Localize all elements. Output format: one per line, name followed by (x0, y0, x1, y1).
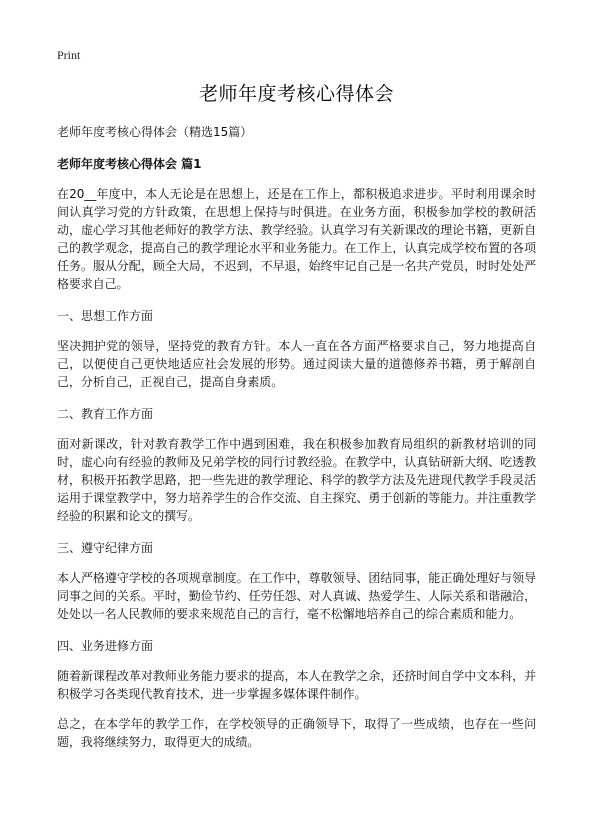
document-title: 老师年度考核心得体会 (198, 83, 394, 105)
intro-paragraph: 在20__年度中，本人无论是在思想上，还是在工作上，都积极追求进步。平时利用课余时间认真学习党的方针政策，在思想上保持与时俱进。在业务方面，积极参加学校的教研活动，虚心学习其他老师好的教学方法、教学经验。认真学习有关新课改的理论书籍，更新自己的教学观念，提高自己的教学理论水平和业务能力。在工作上，认真完成学校布置的各项任务。服从分配，顾全大局，不迟到，不早退，始终牢记自己是一名共产党员，时时处处严格要求自己。 (57, 187, 536, 291)
paragraph-discipline: 本人严格遵守学校的各项规章制度。在工作中，尊敬领导、团结同事，能正确处理好与领导同事之间的关系。平时，勤俭节约、任劳任怨、对人真诚、热爱学生、人际关系和谐融洽，处处以一名人民教师的要求来规范自己的言行，毫不松懈地培养自己的综合素质和能力。 (57, 571, 536, 621)
paragraph-education: 面对新课改，针对教育教学工作中遇到困难，我在积极参加教育局组织的新教材培训的同时，虚心向有经验的教师及兄弟学校的同行讨教经验。在教学中，认真钻研新大纲、吃透教材，积极开拓教学思路，把一些先进的教学理论、科学的教学方法及先进现代教学手段灵活运用于课堂教学中，努力培养学生的合作交流、自主探究、勇于创新的等能力。并注重教学经验的积累和论文的撰写。 (57, 437, 536, 523)
heading-discipline: 三、遵守纪律方面 (57, 541, 154, 555)
section-title: 老师年度考核心得体会 篇1 (57, 157, 202, 171)
paragraph-ideology: 坚决拥护党的领导，坚持党的教育方针。本人一直在各方面严格要求自己，努力地提高自己，以便使自己更快地适应社会发展的形势。通过阅读大量的道德修养书籍，勇于解剖自己，分析自己，正视自己，提高自身素质。 (57, 339, 536, 389)
heading-education: 二、教育工作方面 (57, 407, 154, 421)
document-subtitle: 老师年度考核心得体会（精选15篇） (57, 125, 253, 139)
heading-professional-study: 四、业务进修方面 (57, 639, 154, 653)
paragraph-professional-study: 随着新课程改革对教师业务能力要求的提高，本人在教学之余，还挤时间自学中文本科，并积极学习各类现代教育技术，进一步掌握多媒体课件制作。 (57, 669, 536, 701)
heading-ideology: 一、思想工作方面 (57, 309, 154, 323)
conclusion-paragraph: 总之，在本学年的教学工作，在学校领导的正确领导下，取得了一些成绩，也存在一些问题，我将继续努力，取得更大的成绩。 (57, 717, 536, 749)
print-link[interactable]: Print (57, 48, 81, 62)
